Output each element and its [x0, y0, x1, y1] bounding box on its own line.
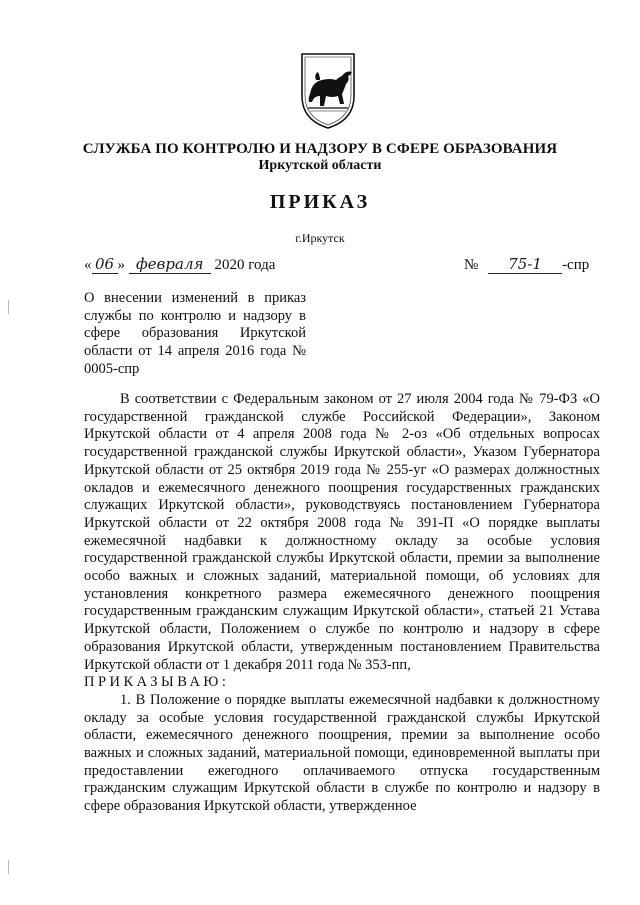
date-year: 2020 года: [214, 257, 276, 273]
document-date: [84, 255, 275, 274]
number-sign: №: [464, 257, 479, 273]
coat-of-arms-emblem: [296, 50, 360, 130]
orders-heading: ПРИКАЗЫВАЮ:: [84, 674, 230, 691]
organization-name: СЛУЖБА ПО КОНТРОЛЮ И НАДЗОРУ В СФЕРЕ ОБРАЗОВАНИЯ: [82, 141, 558, 157]
date-month-handwritten: февраля: [129, 255, 211, 274]
document-body: [84, 391, 600, 816]
document-number: [464, 255, 589, 274]
body-item-1: 1. В Положение о порядке выплаты ежемесячной надбавки к должностному окладу за особые условия государственной гражданской службы Иркутской области, ежемесячного денежного поощрения, премии за выполнение особо важных и сложных заданий, материальной помощи, единовременной выплаты при предоставлении ежегодного оплачиваемого отпуска государственным гражданским служащим Иркутской области в службе по контролю и надзору в сфере образования Иркутской области, утвержденное: [84, 691, 600, 815]
scan-mark: [8, 300, 9, 314]
document-type-title: ПРИКАЗ: [269, 191, 371, 213]
date-open-quote: «: [84, 257, 92, 273]
organization-region: Иркутской области: [258, 158, 382, 173]
number-value-handwritten: 75-1: [488, 255, 562, 274]
body-preamble: В соответствии с Федеральным законом от 27 июля 2004 года № 79-ФЗ «О государственной гражданской службе Российской Федерации», Законом Иркутской области от 4 апреля 2008 года № 2-оз «Об отдельных вопросах государственной гражданской службы Иркутской области», Указом Губернатора Иркутской области от 25 октября 2019 года № 255-уг «О размерах должностных окладов и ежемесячного денежного поощрения государственных гражданских служащих Иркутской области», руководствуясь постановлением Губернатора Иркутской области от 22 октября 2008 года № 391-П «О порядке выплаты ежемесячной надбавки к должностному окладу за особые условия государственной гражданской службы Иркутской области, премии за выполнение особо важных и сложных заданий, материальной помощи, об условиях для установления конкретного размера ежемесячного денежного поощрения государственным гражданским служащим Иркутской области», статьей 21 Устава Иркутской области, Положением о службе по контролю и надзору в сфере образования Иркутской области, утвержденным постановлением Правительства Иркутской области от 1 декабря 2011 года № 353-пп,: [84, 391, 600, 673]
date-day-handwritten: 06: [92, 255, 118, 274]
scan-mark: [8, 860, 9, 874]
document-subject: О внесении изменений в приказ службы по контролю и надзору в сфере образования Иркутской области от 14 апреля 2016 года № 0005-спр: [84, 290, 306, 377]
number-suffix: -спр: [562, 257, 590, 273]
date-close-quote: »: [117, 257, 125, 273]
document-city: г.Иркутск: [295, 231, 345, 245]
